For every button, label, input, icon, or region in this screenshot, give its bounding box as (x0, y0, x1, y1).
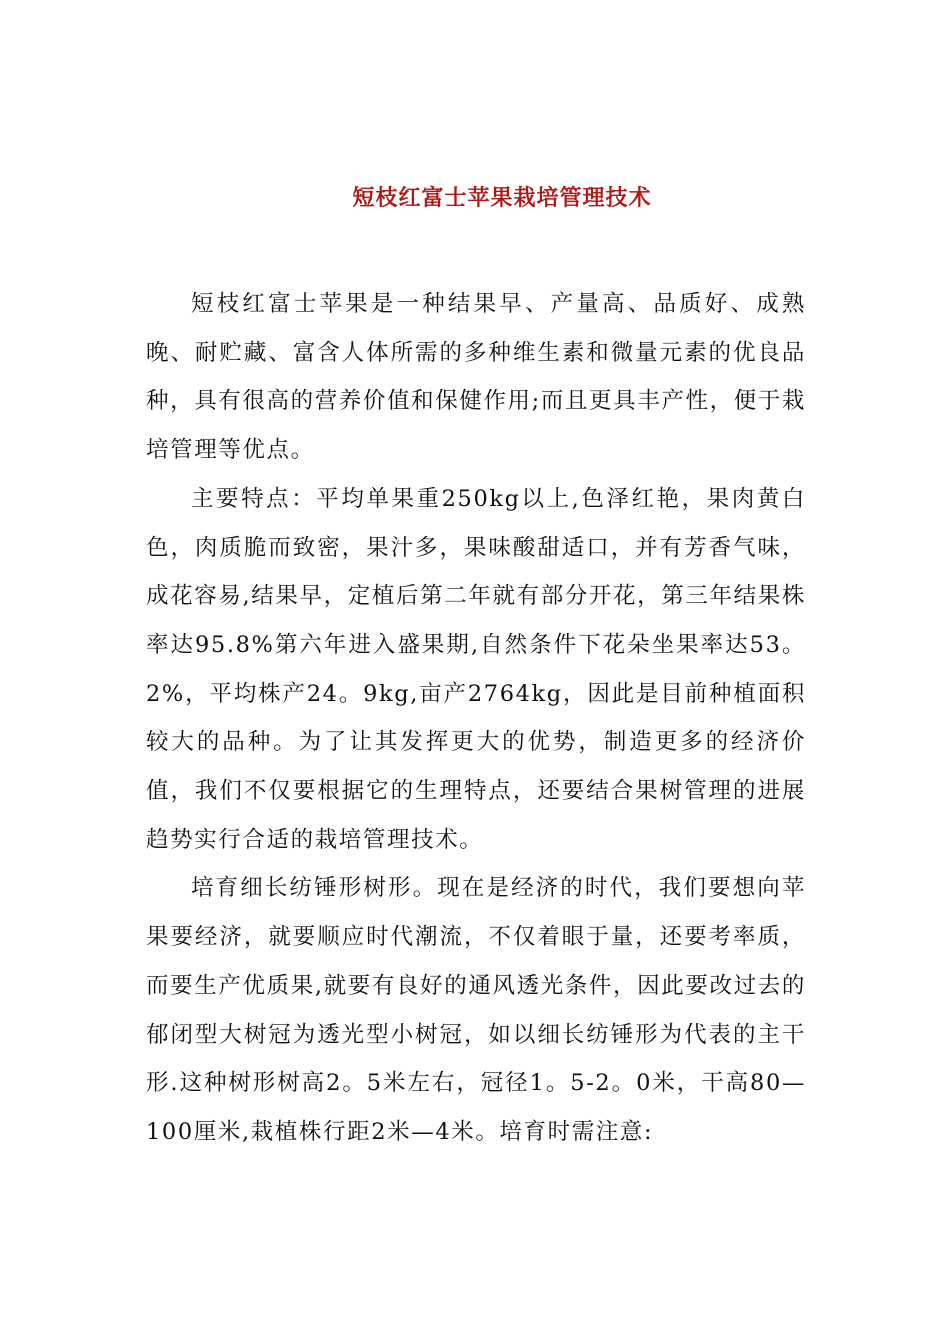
paragraph-main-features: 主要特点：平均单果重250kg以上,色泽红艳，果肉黄白色，肉质脆而致密，果汁多，果味酸甜适口，并有芳香气味，成花容易,结果早，定植后第二年就有部分开花，第三年结果株率达95.8%第六年进入盛果期,自然条件下花朵坐果率达53。2%，平均株产24。9kg,亩产2764kg，因此是目前种植面积较大的品种。为了让其发挥更大的优势，制造更多的经济价值，我们不仅要根据它的生理特点，还要结合果树管理的进展趋势实行合适的栽培管理技术。 (146, 485, 806, 853)
paragraph-intro: 短枝红富士苹果是一种结果早、产量高、品质好、成熟晚、耐贮藏、富含人体所需的多种维生素和微量元素的优良品种，具有很高的营养价值和保健作用;而且更具丰产性，便于栽培管理等优点。 (146, 291, 806, 464)
document-body (146, 280, 806, 1157)
paragraph-tree-shape: 培育细长纺锤形树形。现在是经济的时代，我们要想向苹果要经济，就要顺应时代潮流，不仅着眼于量，还要考率质，而要生产优质果,就要有良好的通风透光条件，因此要改过去的郁闭型大树冠为透光型小树冠，如以细长纺锤形为代表的主干形.这种树形树高2。5米左右，冠径1。5-2。0米，干高80—100厘米,栽植株行距2米—4米。培育时需注意: (146, 875, 806, 1145)
document-title: 短枝红富士苹果栽培管理技术 (352, 185, 652, 211)
